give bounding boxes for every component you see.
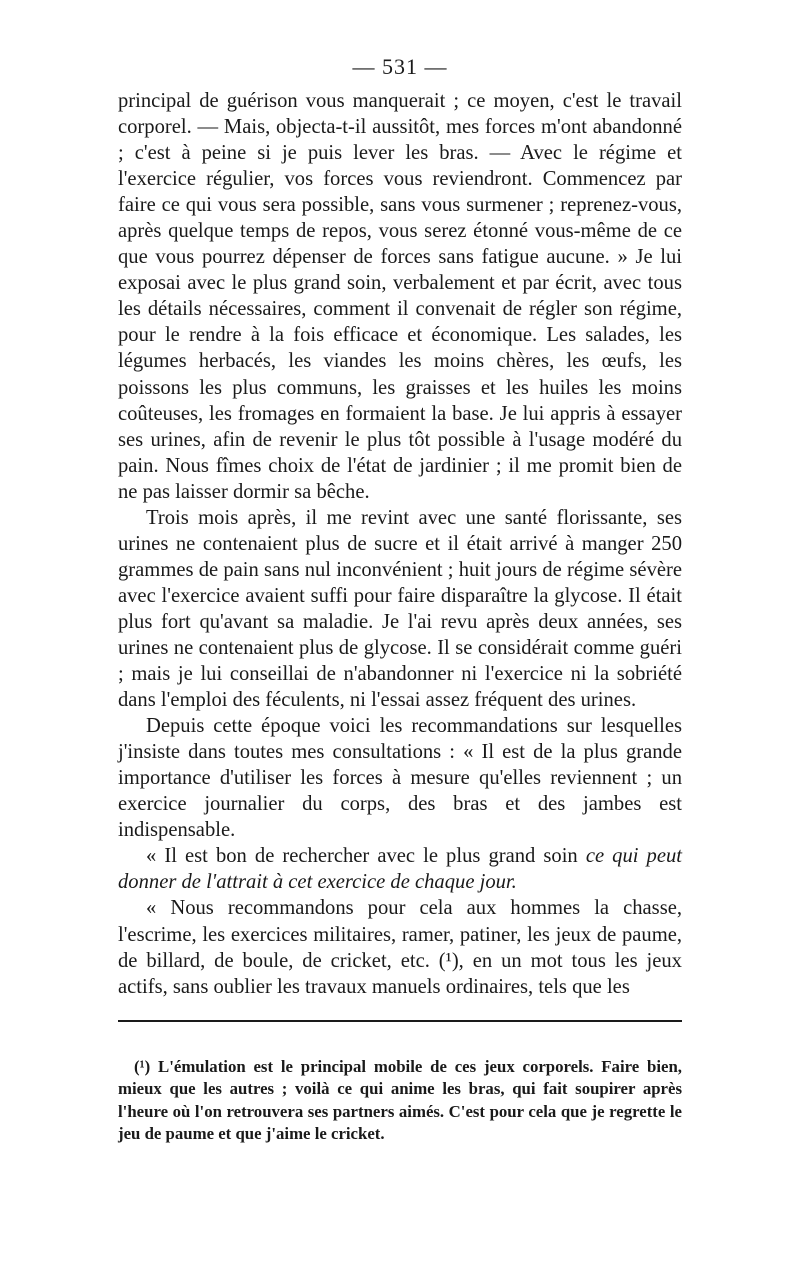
footnote-rule [118,1020,682,1022]
footnote [118,1056,682,1146]
main-text [118,88,682,1000]
paragraph-2: Trois mois après, il me revint avec une santé florissante, ses urines ne contenaient plus de sucre et il était arrivé à manger 250 grammes de pain sans nul inconvénient ; huit jours de régime sévère avec l'exercice avaient suffi pour faire disparaître la glycose. Il était plus fort qu'avant sa maladie. Je l'ai revu après deux années, ses urines ne contenaient plus de glycose. Il se considérait comme guéri ; mais je lui conseillai de n'abandonner ni l'exercice ni la sobriété dans l'emploi des féculents, ni l'essai assez fréquent des urines. [118,506,682,712]
book-page [118,52,682,1146]
page-number: — 531 — [352,54,448,79]
paragraph-4 [118,843,682,895]
paragraph-3: Depuis cette époque voici les recommandations sur lesquelles j'insiste dans toutes mes consultations : « Il est de la plus grande importance d'utiliser les forces à mesure qu'elles reviennent ; un exercice journalier du corps, des bras et des jambes est indispensable. [118,715,682,842]
paragraph-5-text-end: , en un mot tous les jeux actifs, sans oublier les travaux manuels ordinaires, tels que les [118,949,682,998]
paragraph-4-italic: ce qui peut donner de l'attrait à cet exercice de chaque jour. [118,845,682,894]
paragraph-5-text: « Nous recommandons pour cela aux hommes la chasse, l'escrime, les exercices militaires, ramer, patiner, les jeux de paume, de billard, de boule, de cricket, etc. [118,897,682,972]
paragraph-4-text: « Il est bon de rechercher avec le plus grand soin [146,845,586,868]
footnote-text: L'émulation est le principal mobile de ces jeux corporels. Faire bien, mieux que les autres ; voilà ce qui anime les bras, qui fait soupirer après l'heure où l'on retrouvera ses partners aimés. C'est pour cela que je regrette le jeu de paume et que j'aime le cricket. [118,1056,682,1144]
paragraph-1: principal de guérison vous manquerait ; ce moyen, c'est le travail corporel. — Mais, objecta-t-il aussitôt, mes forces m'ont abandonné ; c'est à peine si je puis lever les bras. — Avec le régime et l'exercice régulier, vos forces vous reviendront. Commencez par faire ce qui vous sera possible, sans vous surmener ; reprenez-vous, après quelque temps de repos, vous serez étonné vous-même de ce que vous pourrez dépenser de forces sans fatigue aucune. » Je lui exposai avec le plus grand soin, verbalement et par écrit, avec tous les détails nécessaires, comment il convenait de régler son régime, pour le rendre à la fois efficace et économique. Les salades, les légumes herbacés, les viandes les moins chères, les œufs, les poissons les plus communs, les graisses et les huiles les moins coûteuses, les fromages en formaient la base. Je lui appris à essayer ses urines, afin de revenir le plus tôt possible à l'usage modéré du pain. Nous fîmes choix de l'état de jardinier ; il me promit bien de ne pas laisser dormir sa bêche. [118,90,682,503]
footnote-mark: (¹) [134,1056,151,1076]
footnote-reference: (¹) [438,949,459,972]
paragraph-5 [118,895,682,999]
